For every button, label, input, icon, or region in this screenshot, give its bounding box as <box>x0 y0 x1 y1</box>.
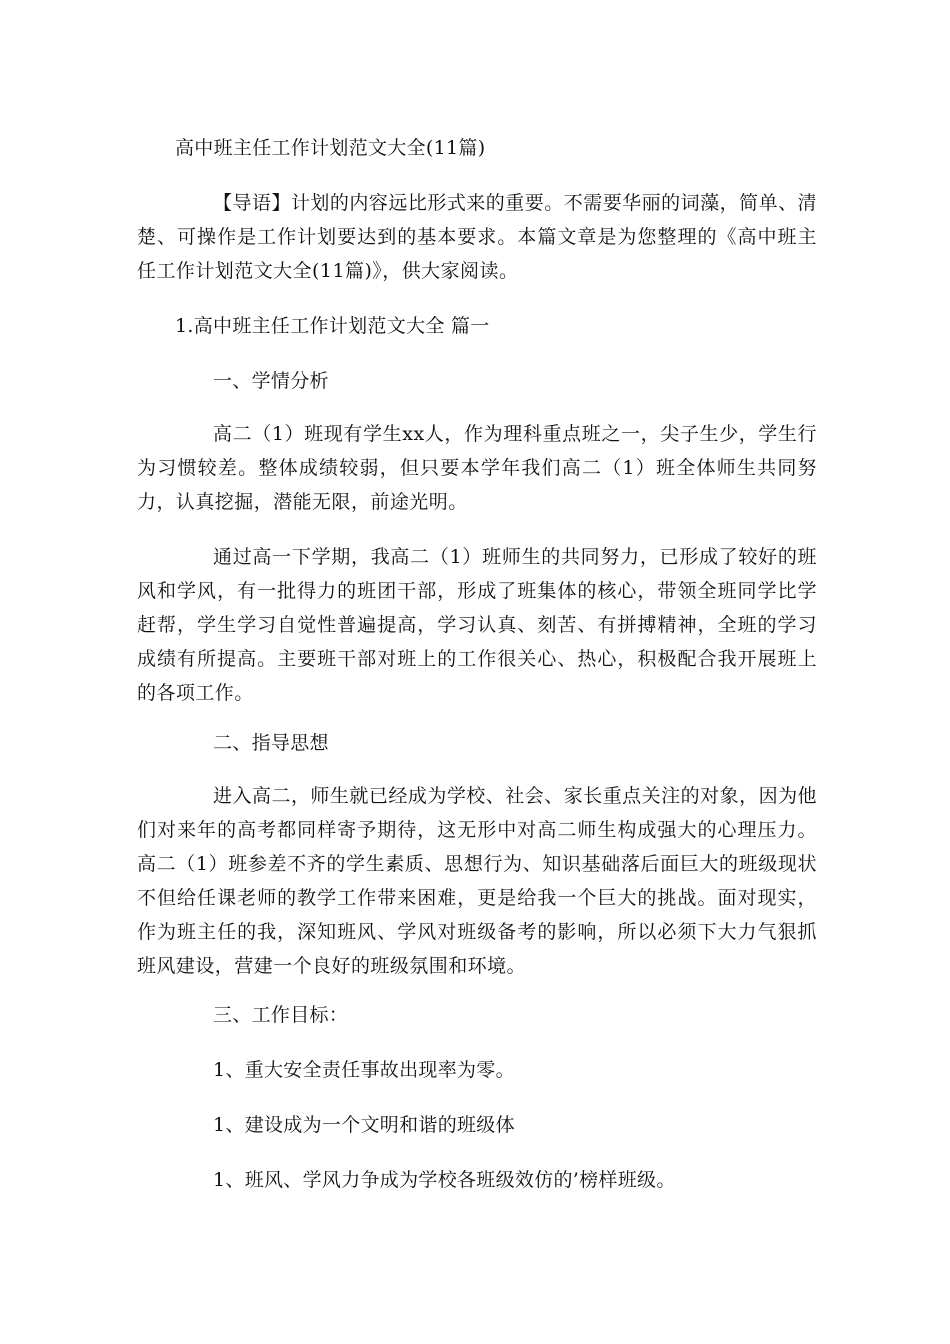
subheading-analysis: 一、学情分析 <box>213 370 329 392</box>
analysis-paragraph-2: 通过高一下学期，我高二（1）班师生的共同努力，已形成了较好的班风和学风，有一批得力的班团干部，形成了班集体的核心，带领全班同学比学赶帮，学生学习自觉性普遍提高，学习认真、刻苦、有拼搏精神，全班的学习成绩有所提高。主要班干部对班上的工作很关心、热心，积极配合我开展班上的各项工作。 <box>137 546 817 704</box>
goal-item: 1、建设成为一个文明和谐的班级体 <box>213 1114 515 1136</box>
guiding-ideas-paragraph: 进入高二，师生就已经成为学校、社会、家长重点关注的对象，因为他们对来年的高考都同样寄予期待，这无形中对高二师生构成强大的心理压力。高二（1）班参差不齐的学生素质、思想行为、知识基础落后面巨大的班级现状不但给任课老师的教学工作带来困难，更是给我一个巨大的挑战。面对现实，作为班主任的我，深知班风、学风对班级备考的影响，所以必须下大力气狠抓班风建设，营建一个良好的班级氛围和环境。 <box>137 785 817 977</box>
analysis-paragraph-1: 高二（1）班现有学生xx人，作为理科重点班之一，尖子生少，学生行为习惯较差。整体成绩较弱，但只要本学年我们高二（1）班全体师生共同努力，认真挖掘，潜能无限，前途光明。 <box>137 423 817 513</box>
goal-item: 1、班风、学风力争成为学校各班级效仿的’榜样班级。 <box>213 1169 676 1191</box>
subheading-goals: 三、工作目标： <box>213 1004 349 1026</box>
goal-item: 1、重大安全责任事故出现率为零。 <box>213 1059 515 1081</box>
subheading-guiding-ideas: 二、指导思想 <box>213 732 329 754</box>
section-heading: 1.高中班主任工作计划范文大全 篇一 <box>175 315 490 337</box>
document-title: 高中班主任工作计划范文大全(11篇) <box>175 137 486 159</box>
intro-paragraph: 【导语】计划的内容远比形式来的重要。不需要华丽的词藻，简单、清楚、可操作是工作计划要达到的基本要求。本篇文章是为您整理的《高中班主任工作计划范文大全(11篇)》，供大家阅读。 <box>137 192 817 282</box>
